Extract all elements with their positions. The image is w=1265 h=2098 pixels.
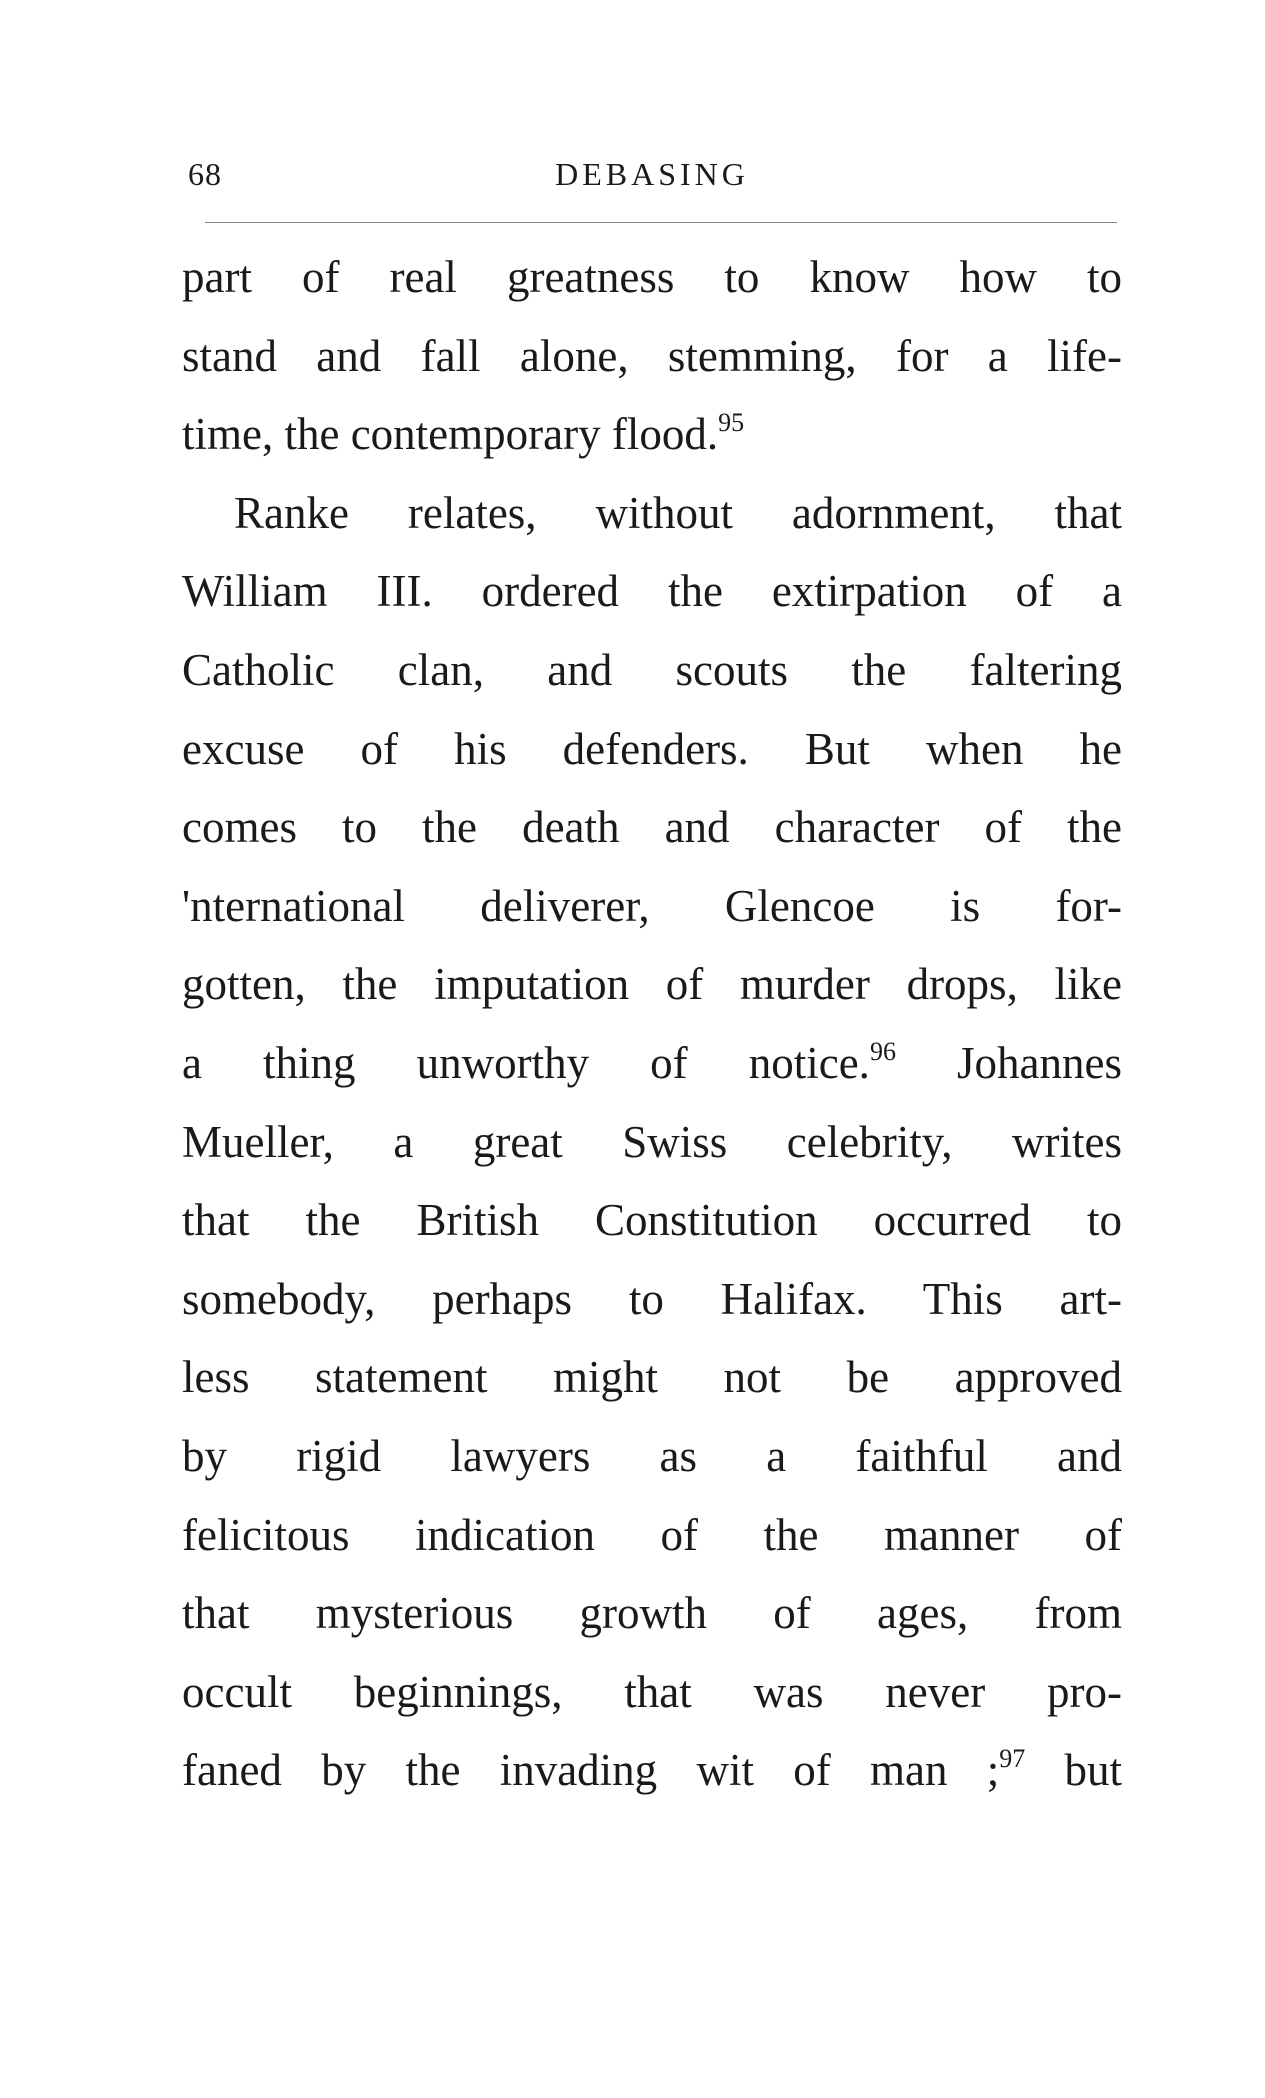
text-line: excuse of his defenders. But when he [182,723,1122,774]
text-line: part of real greatness to know how to [182,252,1122,302]
text-line: somebody, perhaps to Halifax. This art- [182,1273,1122,1324]
text-line: gotten, the imputation of murder drops, like [182,959,1122,1010]
text-line: William III. ordered the extirpation of a [182,566,1122,617]
header-rule [205,222,1117,223]
text-line: that the British Constitution occurred to [182,1195,1122,1246]
text-line [182,1024,1122,1103]
text-line: Mueller, a great Swiss celebrity, writes [182,1116,1122,1167]
footnote-ref-95: 95 [718,408,745,437]
text-line [182,395,1122,474]
text-line: Ranke relates, without adornment, that [234,487,1122,538]
text-segment [182,1038,896,1088]
body-text [182,238,1122,1810]
text-segment: time, the contemporary flood. [182,409,719,460]
running-head [182,150,1122,210]
text-line: that mysterious growth of ages, from [182,1588,1122,1639]
text-fragment: a thing unworthy of notice. [182,1037,870,1088]
text-line: felicitous indication of the manner of [182,1509,1122,1560]
text-segment: but [1064,1745,1122,1796]
page-number: 68 [188,156,222,192]
text-line: comes to the death and character of the [182,802,1122,853]
text-line: by rigid lawyers as a faithful and [182,1430,1122,1481]
text-segment [182,1745,1025,1795]
text-line: less statement might not be approved [182,1352,1122,1403]
footnote-ref-97: 97 [999,1744,1026,1774]
text-line: Catholic clan, and scouts the faltering [182,644,1122,695]
footnote-ref-96: 96 [869,1036,896,1066]
text-line: occult beginnings, that was never pro- [182,1666,1122,1717]
text-line: stand and fall alone, stemming, for a life- [182,330,1122,381]
text-line [182,1731,1122,1810]
running-title: DEBASING [555,156,749,192]
text-fragment: faned by the invading wit of man ; [182,1745,1000,1796]
text-segment: Johannes [957,1037,1122,1088]
text-line: 'nternational deliverer, Glencoe is for- [182,880,1122,931]
